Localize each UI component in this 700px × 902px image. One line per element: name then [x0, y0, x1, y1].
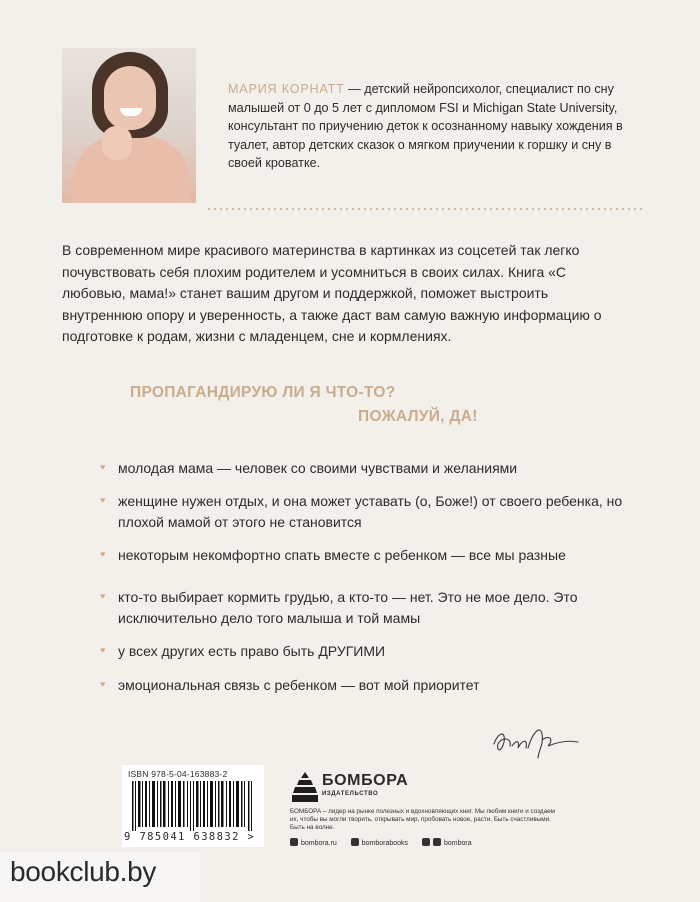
social-link-site[interactable] — [290, 838, 337, 850]
heart-icon: ♥ — [100, 679, 106, 689]
author-photo-hand — [102, 126, 132, 160]
author-bio — [228, 80, 648, 173]
youtube-icon — [422, 838, 430, 846]
author-name: МАРИЯ КОРНАТТ — [228, 82, 345, 96]
author-signature — [488, 718, 582, 762]
barcode-icon — [132, 781, 254, 831]
watermark — [0, 852, 200, 902]
heart-icon: ♥ — [100, 549, 106, 559]
social-link-books[interactable] — [351, 838, 408, 850]
bombora-logo-icon — [290, 770, 320, 804]
bullet-text: женщине нужен отдых, и она может уставать (о, Боже!) от своего ребенка, но плохой мамой от этого не становится — [118, 493, 623, 530]
publisher-socials — [290, 838, 484, 850]
dotted-divider — [206, 208, 642, 210]
social-label: bombora — [444, 840, 472, 847]
publisher-name: БОМБОРА — [322, 772, 409, 789]
publisher-subtitle: ИЗДАТЕЛЬСТВО — [322, 791, 379, 797]
headline-question: ПРОПАГАНДИРУЮ ЛИ Я ЧТО-ТО? — [130, 384, 396, 401]
watermark-text: bookclub.by — [10, 856, 157, 887]
author-photo — [62, 48, 196, 203]
vk-icon — [290, 838, 298, 846]
isbn-label: ISBN 978-5-04-163883-2 — [128, 769, 228, 779]
social-link-channel[interactable] — [422, 838, 472, 850]
heart-icon: ♥ — [100, 645, 106, 655]
instagram-icon — [351, 838, 359, 846]
bullet-text: некоторым некомфортно спать вместе с ребенком — все мы разные — [118, 547, 566, 563]
barcode-box — [122, 765, 264, 847]
heart-icon: ♥ — [100, 591, 106, 601]
author-photo-face — [104, 66, 156, 130]
social-label: bombora.ru — [301, 840, 337, 847]
heart-icon: ♥ — [100, 462, 106, 472]
bullet-text: эмоциональная связь с ребенком — вот мой приоритет — [118, 677, 480, 693]
bullet-text: кто-то выбирает кормить грудью, а кто-то — нет. Это не мое дело. Это исключительно дело того малыша и той мамы — [118, 589, 578, 626]
intro-paragraph: В современном мире красивого материнства в картинках из соцсетей так легко почувствовать себя плохим родителем и усомниться в своих силах. Книга «С любовью, мама!» станет вашим другом и поддержкой, поможет выстроить внутреннюю опору и уверенность, а также даст вам самую важную информацию о подготовке к родам, жизни с младенцем, сне и кормлениях. — [62, 242, 602, 345]
author-bio-text: — детский нейропсихолог, специалист по сну малышей от 0 до 5 лет с дипломом FSI и Michigan State University, консультант по приучению деток к осознанному навыку хождения в туалет, автор детских сказок о мягком приучении к горшку и сну в своей кроватке. — [228, 82, 623, 171]
heart-icon: ♥ — [100, 495, 106, 505]
headline-answer: ПОЖАЛУЙ, ДА! — [358, 408, 478, 425]
social-label: bomborabooks — [361, 840, 409, 847]
barcode-digits: 9 785041 638832 > — [124, 831, 256, 843]
bullet-text: у всех других есть право быть ДРУГИМИ — [118, 643, 386, 659]
publisher-description: БОМБОРА – лидер на рынке полезных и вдохновляющих книг. Мы любим книги и создаем их, чтобы вы могли творить, открывать мир, пробовать новое, расти. Быть счастливыми. Быть на волне. — [290, 808, 555, 832]
bullet-text: молодая мама — человек со своими чувствами и желаниями — [118, 460, 518, 476]
telegram-icon — [433, 838, 441, 846]
